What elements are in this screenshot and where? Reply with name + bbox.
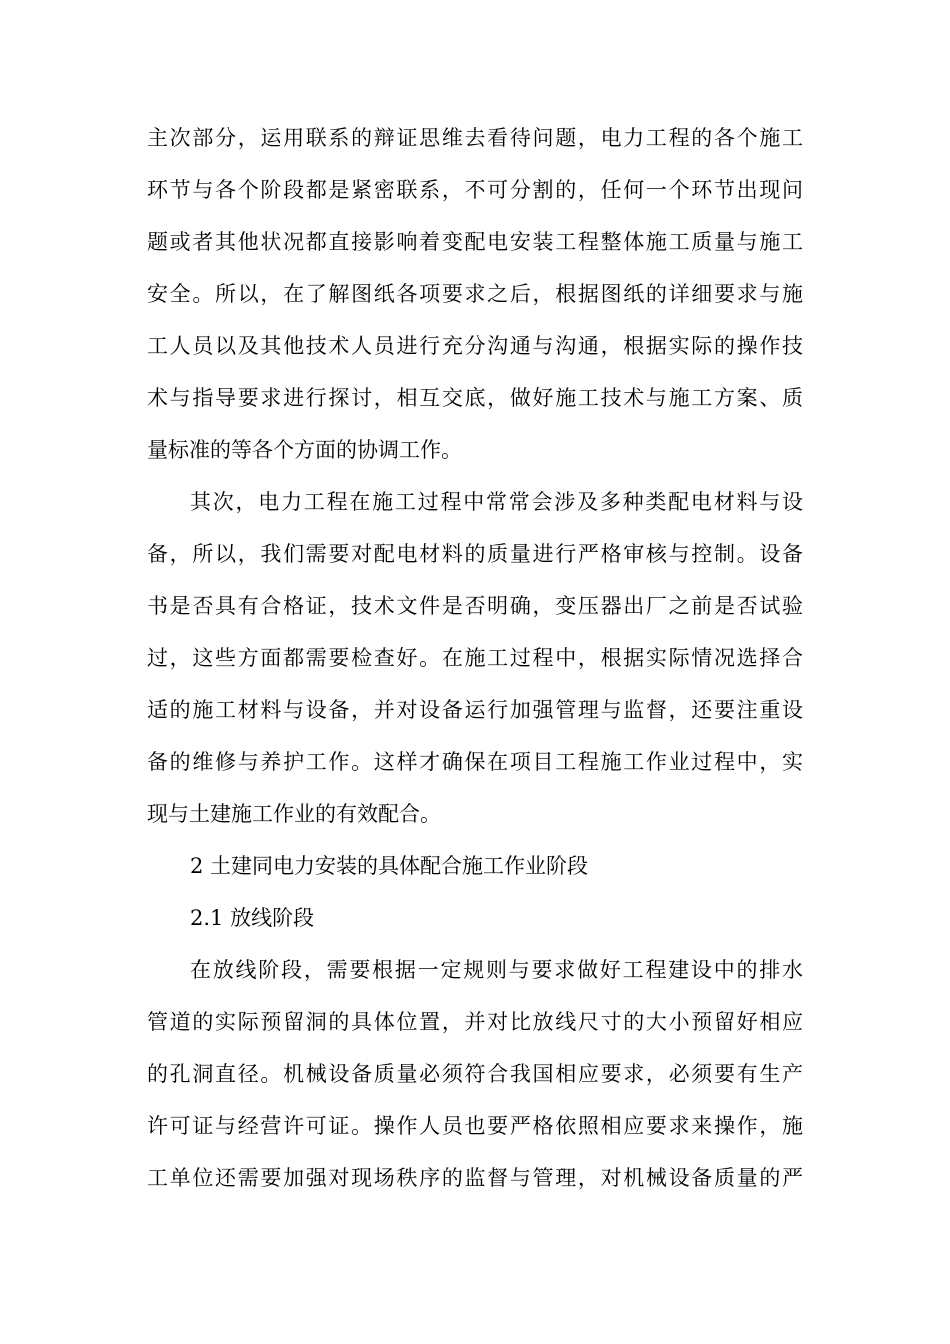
text-line: 工人员以及其他技术人员进行充分沟通与沟通，根据实际的操作技 <box>147 334 803 358</box>
text-line: 主次部分，运用联系的辩证思维去看待问题，电力工程的各个施工 <box>147 126 803 150</box>
text-line: 安全。所以，在了解图纸各项要求之后，根据图纸的详细要求与施 <box>147 282 803 306</box>
text-line: 量标准的等各个方面的协调工作。 <box>147 438 462 462</box>
paragraph-continuation <box>147 112 803 476</box>
text-line: 其次，电力工程在施工过程中常常会涉及多种类配电材料与设 <box>190 490 803 514</box>
text-line: 过，这些方面都需要检查好。在施工过程中，根据实际情况选择合 <box>147 646 803 670</box>
document-page <box>147 112 803 1204</box>
text-line: 备，所以，我们需要对配电材料的质量进行严格审核与控制。设备 <box>147 542 803 566</box>
text-line: 在放线阶段，需要根据一定规则与要求做好工程建设中的排水 <box>190 958 803 982</box>
section-heading <box>147 840 803 892</box>
subsection-title: 2.1 放线阶段 <box>190 906 315 930</box>
text-line: 适的施工材料与设备，并对设备运行加强管理与监督，还要注重设 <box>147 698 803 722</box>
paragraph-materials <box>147 476 803 840</box>
text-line: 术与指导要求进行探讨，相互交底，做好施工技术与施工方案、质 <box>147 386 803 410</box>
text-line: 题或者其他状况都直接影响着变配电安装工程整体施工质量与施工 <box>147 230 803 254</box>
paragraph-layout-stage <box>147 944 803 1204</box>
subsection-heading <box>147 892 803 944</box>
text-line: 许可证与经营许可证。操作人员也要严格依照相应要求来操作，施 <box>147 1114 803 1138</box>
text-line: 管道的实际预留洞的具体位置，并对比放线尺寸的大小预留好相应 <box>147 1010 803 1034</box>
text-line: 工单位还需要加强对现场秩序的监督与管理，对机械设备质量的严 <box>147 1166 803 1190</box>
text-line: 现与土建施工作业的有效配合。 <box>147 802 441 826</box>
text-line: 备的维修与养护工作。这样才确保在项目工程施工作业过程中，实 <box>147 750 803 774</box>
text-line: 的孔洞直径。机械设备质量必须符合我国相应要求，必须要有生产 <box>147 1062 803 1086</box>
text-line: 书是否具有合格证，技术文件是否明确，变压器出厂之前是否试验 <box>147 594 803 618</box>
section-title: 2 土建同电力安装的具体配合施工作业阶段 <box>190 854 589 878</box>
text-line: 环节与各个阶段都是紧密联系，不可分割的，任何一个环节出现问 <box>147 178 803 202</box>
